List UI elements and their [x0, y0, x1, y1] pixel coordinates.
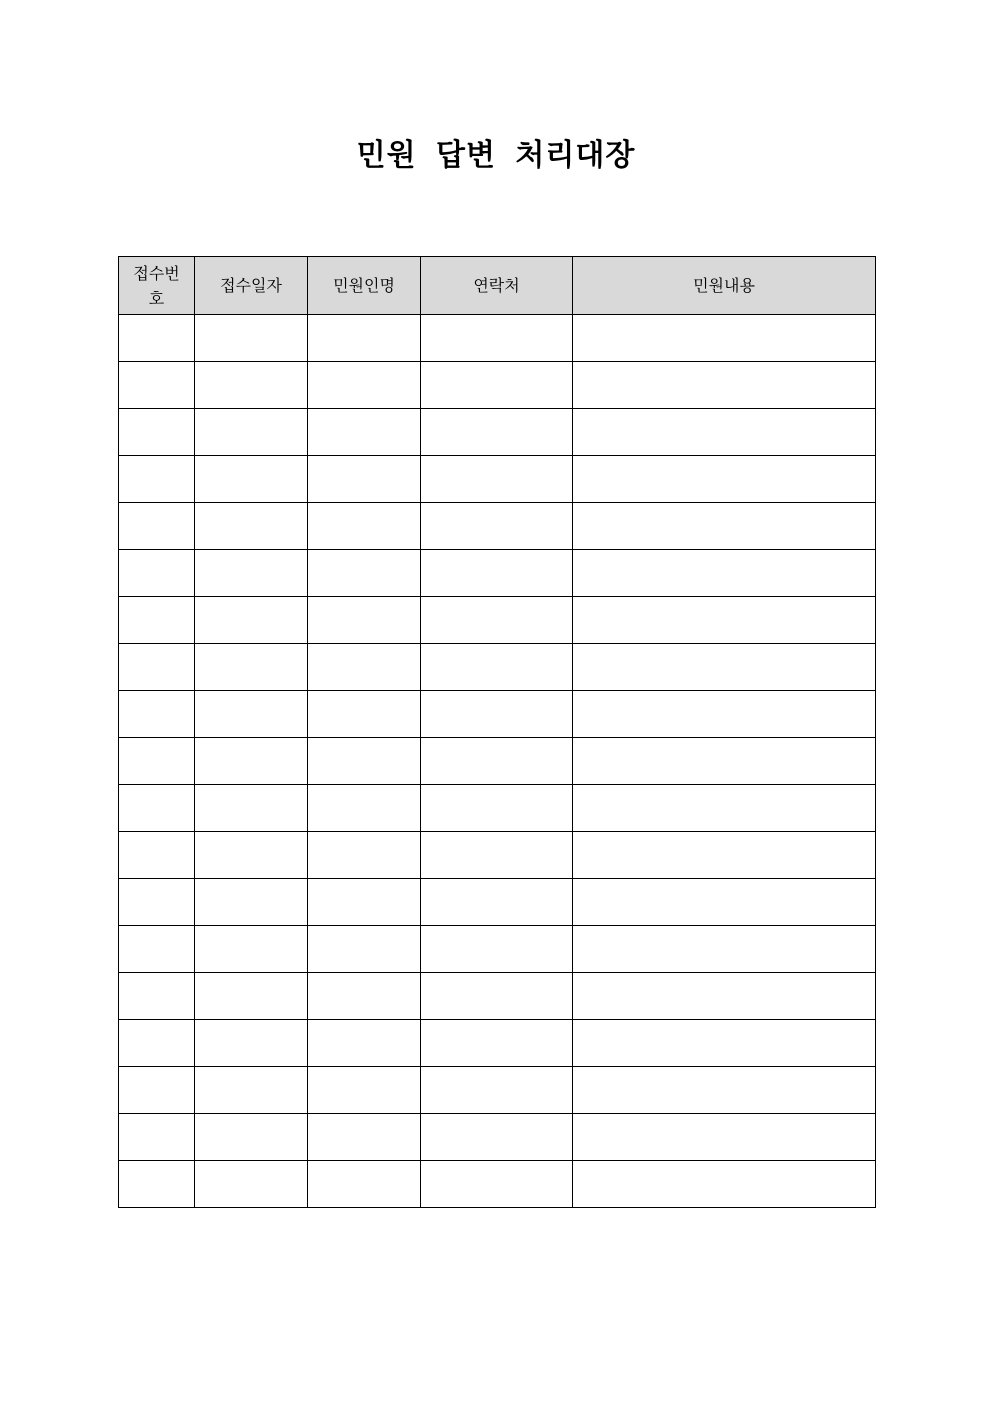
- table-row: [119, 550, 876, 597]
- table-row: [119, 832, 876, 879]
- cell-complaint-content[interactable]: [573, 785, 876, 832]
- cell-complainant-name[interactable]: [308, 785, 421, 832]
- cell-receipt-number[interactable]: [119, 644, 195, 691]
- cell-receipt-number[interactable]: [119, 1114, 195, 1161]
- cell-contact[interactable]: [421, 691, 573, 738]
- cell-receipt-number[interactable]: [119, 926, 195, 973]
- cell-complainant-name[interactable]: [308, 1067, 421, 1114]
- cell-complaint-content[interactable]: [573, 1161, 876, 1208]
- cell-receipt-number[interactable]: [119, 832, 195, 879]
- cell-contact[interactable]: [421, 832, 573, 879]
- table-header-row: [119, 257, 876, 315]
- cell-contact[interactable]: [421, 362, 573, 409]
- header-complainant-name-label: 민원인명: [333, 276, 395, 295]
- cell-complainant-name[interactable]: [308, 879, 421, 926]
- cell-complainant-name[interactable]: [308, 1114, 421, 1161]
- cell-receipt-number[interactable]: [119, 597, 195, 644]
- cell-receipt-date[interactable]: [195, 503, 308, 550]
- cell-complainant-name[interactable]: [308, 832, 421, 879]
- header-receipt-date: [195, 257, 308, 315]
- cell-receipt-date[interactable]: [195, 832, 308, 879]
- table-row: [119, 926, 876, 973]
- cell-complainant-name[interactable]: [308, 1161, 421, 1208]
- table-row: [119, 1020, 876, 1067]
- cell-receipt-date[interactable]: [195, 785, 308, 832]
- cell-receipt-date[interactable]: [195, 738, 308, 785]
- cell-receipt-number[interactable]: [119, 362, 195, 409]
- cell-receipt-number[interactable]: [119, 1067, 195, 1114]
- cell-complaint-content[interactable]: [573, 832, 876, 879]
- header-contact: [421, 257, 573, 315]
- header-complaint-content-label: 민원내용: [693, 276, 755, 295]
- cell-receipt-date[interactable]: [195, 597, 308, 644]
- page-title: 민원 답변 처리대장: [356, 138, 636, 173]
- cell-contact[interactable]: [421, 456, 573, 503]
- cell-complaint-content[interactable]: [573, 409, 876, 456]
- cell-contact[interactable]: [421, 315, 573, 362]
- cell-receipt-number[interactable]: [119, 1020, 195, 1067]
- cell-receipt-date[interactable]: [195, 1067, 308, 1114]
- header-receipt-number-line1: 접수번: [133, 263, 180, 283]
- cell-complaint-content[interactable]: [573, 926, 876, 973]
- header-receipt-number: [119, 257, 195, 315]
- cell-receipt-number[interactable]: [119, 315, 195, 362]
- cell-receipt-date[interactable]: [195, 315, 308, 362]
- cell-contact[interactable]: [421, 550, 573, 597]
- cell-receipt-date[interactable]: [195, 644, 308, 691]
- table-row: [119, 785, 876, 832]
- table-row: [119, 409, 876, 456]
- header-complaint-content: [573, 257, 876, 315]
- cell-complainant-name[interactable]: [308, 550, 421, 597]
- cell-receipt-date[interactable]: [195, 1020, 308, 1067]
- cell-receipt-date[interactable]: [195, 691, 308, 738]
- cell-contact[interactable]: [421, 973, 573, 1020]
- cell-contact[interactable]: [421, 644, 573, 691]
- cell-receipt-number[interactable]: [119, 738, 195, 785]
- cell-receipt-number[interactable]: [119, 879, 195, 926]
- cell-complaint-content[interactable]: [573, 1020, 876, 1067]
- cell-receipt-date[interactable]: [195, 1161, 308, 1208]
- cell-receipt-date[interactable]: [195, 1114, 308, 1161]
- cell-receipt-number[interactable]: [119, 1161, 195, 1208]
- cell-complainant-name[interactable]: [308, 1020, 421, 1067]
- cell-complainant-name[interactable]: [308, 691, 421, 738]
- cell-receipt-date[interactable]: [195, 926, 308, 973]
- cell-complainant-name[interactable]: [308, 456, 421, 503]
- cell-contact[interactable]: [421, 1161, 573, 1208]
- cell-contact[interactable]: [421, 926, 573, 973]
- cell-receipt-number[interactable]: [119, 456, 195, 503]
- cell-complaint-content[interactable]: [573, 738, 876, 785]
- cell-contact[interactable]: [421, 597, 573, 644]
- table-row: [119, 1161, 876, 1208]
- cell-contact[interactable]: [421, 1114, 573, 1161]
- table-row: [119, 1067, 876, 1114]
- cell-receipt-number[interactable]: [119, 550, 195, 597]
- table-row: [119, 1114, 876, 1161]
- header-contact-label: 연락처: [473, 276, 520, 295]
- cell-receipt-date[interactable]: [195, 550, 308, 597]
- header-receipt-date-label: 접수일자: [220, 276, 282, 295]
- cell-contact[interactable]: [421, 785, 573, 832]
- table-row: [119, 644, 876, 691]
- table-row: [119, 362, 876, 409]
- cell-complaint-content[interactable]: [573, 456, 876, 503]
- table-row: [119, 503, 876, 550]
- cell-complaint-content[interactable]: [573, 362, 876, 409]
- cell-complaint-content[interactable]: [573, 503, 876, 550]
- cell-receipt-date[interactable]: [195, 362, 308, 409]
- cell-contact[interactable]: [421, 1020, 573, 1067]
- cell-receipt-number[interactable]: [119, 503, 195, 550]
- table-row: [119, 456, 876, 503]
- complaint-ledger-table: [118, 256, 876, 1208]
- cell-complaint-content[interactable]: [573, 1114, 876, 1161]
- table-row: [119, 315, 876, 362]
- table-row: [119, 691, 876, 738]
- cell-complainant-name[interactable]: [308, 926, 421, 973]
- cell-receipt-number[interactable]: [119, 785, 195, 832]
- header-complainant-name: [308, 257, 421, 315]
- table-row: [119, 879, 876, 926]
- cell-complaint-content[interactable]: [573, 644, 876, 691]
- cell-complaint-content[interactable]: [573, 315, 876, 362]
- cell-complainant-name[interactable]: [308, 503, 421, 550]
- cell-complaint-content[interactable]: [573, 691, 876, 738]
- table-row: [119, 738, 876, 785]
- table-row: [119, 973, 876, 1020]
- cell-contact[interactable]: [421, 409, 573, 456]
- cell-receipt-number[interactable]: [119, 973, 195, 1020]
- cell-complainant-name[interactable]: [308, 597, 421, 644]
- cell-complaint-content[interactable]: [573, 1067, 876, 1114]
- cell-complainant-name[interactable]: [308, 362, 421, 409]
- cell-contact[interactable]: [421, 738, 573, 785]
- cell-contact[interactable]: [421, 1067, 573, 1114]
- cell-complaint-content[interactable]: [573, 550, 876, 597]
- cell-complaint-content[interactable]: [573, 597, 876, 644]
- cell-complainant-name[interactable]: [308, 738, 421, 785]
- table-body: [119, 315, 876, 1208]
- cell-receipt-date[interactable]: [195, 456, 308, 503]
- cell-receipt-date[interactable]: [195, 409, 308, 456]
- cell-receipt-date[interactable]: [195, 879, 308, 926]
- cell-receipt-number[interactable]: [119, 409, 195, 456]
- cell-receipt-number[interactable]: [119, 691, 195, 738]
- cell-complaint-content[interactable]: [573, 973, 876, 1020]
- cell-complaint-content[interactable]: [573, 879, 876, 926]
- cell-complainant-name[interactable]: [308, 973, 421, 1020]
- header-receipt-number-line2: 호: [148, 288, 165, 308]
- cell-complainant-name[interactable]: [308, 409, 421, 456]
- cell-complainant-name[interactable]: [308, 644, 421, 691]
- cell-contact[interactable]: [421, 503, 573, 550]
- cell-receipt-date[interactable]: [195, 973, 308, 1020]
- cell-complainant-name[interactable]: [308, 315, 421, 362]
- cell-contact[interactable]: [421, 879, 573, 926]
- table-row: [119, 597, 876, 644]
